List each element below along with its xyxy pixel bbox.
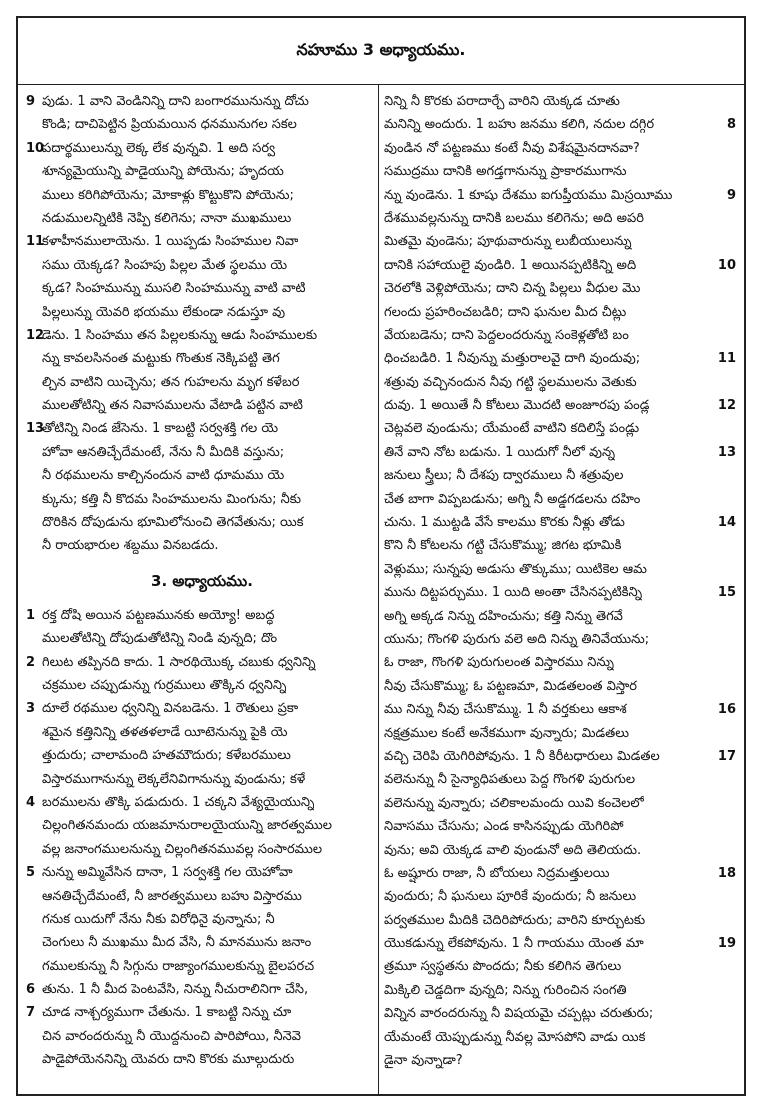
text-line <box>26 441 378 464</box>
text-line <box>384 628 736 651</box>
text-line <box>384 698 736 721</box>
line-text: పిల్లలున్ను యెవరి భయము లేకుండా నడుస్తూ వు <box>42 304 286 320</box>
line-text: కొండి; దాచిపెట్టిన ప్రియమయిన ధనమునుగల సకల <box>42 117 297 133</box>
text-line <box>26 768 378 791</box>
verse-number: 9 <box>26 94 36 109</box>
line-text: తోటిన్ని నిండ జేసెను. 1 కాబట్టి సర్వశక్తి గల యె <box>42 421 279 437</box>
text-line <box>384 815 736 838</box>
text-line <box>26 978 378 1001</box>
verse-number: 15 <box>717 585 736 601</box>
line-text: నివాసము చేసును; ఎండ కాసినప్పుడు యెగిరిపో <box>384 819 624 835</box>
line-text: వచ్చి చెరిపి యెగిరిపోవును. 1 నీ కిరీటధారులు మిడతల <box>384 748 660 764</box>
text-line <box>384 955 736 978</box>
text-line <box>26 604 378 627</box>
text-line <box>384 534 736 557</box>
text-line <box>384 722 736 745</box>
column-divider <box>378 84 379 1094</box>
text-line <box>26 744 378 767</box>
line-text: తినే వాని నోట బడును. 1 యిదుగో నీలో వున్న <box>384 444 615 460</box>
text-line <box>26 324 378 347</box>
text-line <box>384 137 736 160</box>
line-text: వలెనున్ను వున్నారు; చలికాలమందు యివి కంచెలలో <box>384 795 644 811</box>
text-line <box>26 697 378 720</box>
line-text: శూన్యమైయున్ని పాడైయున్ని పోయెను; హృదయ <box>42 164 284 180</box>
line-text: నిన్ని నీ కొరకు పరాదార్చే వారిని యెక్కడ చూతు <box>384 94 620 109</box>
text-line <box>26 908 378 931</box>
line-text: అగ్ని అక్కడ నిన్ను దహించును; కత్తి నిన్ను తెగవే <box>384 608 623 624</box>
text-line <box>384 277 736 300</box>
verse-number: 6 <box>26 982 36 998</box>
line-text: పదార్థములున్ను లెక్క లేక వున్నవి. 1 అది సర్వ <box>42 140 276 156</box>
line-text: చూడ నాశ్చర్యముగా చేతును. 1 కాబట్టి నిన్ను చూ <box>42 1005 292 1021</box>
verse-number: 13 <box>26 421 45 437</box>
text-line <box>384 745 736 768</box>
line-text: దొరికిన దోపుడును భూమిలోనుంచి తెగవేతును; యిక <box>42 515 304 531</box>
line-text: చిన వారందరున్ను నీ యొద్దనుంచి పారిపోయి, నీనెవె <box>42 1028 301 1044</box>
line-text: న్ను వుండెను. 1 కూషు దేశము ఐగుప్తీయము మిస్రయీము <box>384 187 673 203</box>
text-line <box>384 581 736 604</box>
text-line <box>384 324 736 347</box>
line-text: ల్చిన వాటిని యిచ్చెను; తన గుహలను మృగ కళేబర <box>42 374 300 390</box>
line-text: శత్రువు వచ్చినందున నీవు గట్టి స్థలములను వెతుకు <box>384 374 637 390</box>
text-line <box>384 932 736 955</box>
text-line <box>26 1001 378 1024</box>
line-text: ములతోటిన్ని దోపుడుతోటిన్ని నిండి వున్నది; దొం <box>42 631 278 647</box>
verse-number: 17 <box>717 748 736 764</box>
text-line <box>384 347 736 370</box>
verse-number: 4 <box>26 794 36 810</box>
line-text: తును. 1 నీ మీద పెంటవేసి, నిన్ను నీచురాలినిగా చేసి, <box>42 982 309 998</box>
line-text: నీ రాయభారుల శబ్దము వినబడదు. <box>42 538 219 554</box>
verse-number: 3 <box>26 701 36 717</box>
line-text: ములతోటిన్ని తన నివాసములను వేటాడి పట్టిన వాటి <box>42 398 303 414</box>
text-line <box>384 885 736 908</box>
text-line <box>26 931 378 954</box>
text-line <box>26 160 378 183</box>
text-line <box>384 792 736 815</box>
text-line <box>26 814 378 837</box>
line-text: మును దిట్టపర్చుము. 1 యిది అంతా చేసినప్పటికిన్ని <box>384 585 643 601</box>
verse-number: 9 <box>726 187 736 203</box>
line-text: క్కడ? సింహమున్ను ముసలి సింహమున్ను వాటి వాటి <box>42 281 306 297</box>
line-text: విస్తారముగానున్ను లెక్కలేనివిగానున్ను వుండును; కళే <box>42 771 306 787</box>
text-line <box>26 791 378 814</box>
text-line <box>26 721 378 744</box>
text-line <box>26 113 378 136</box>
line-text: నక్షత్రముల కంటే అనేకముగా వున్నారు; మిడతలు <box>384 725 630 741</box>
verse-number: 19 <box>717 936 736 952</box>
verse-number: 14 <box>717 515 736 531</box>
line-text: నీవు చేసుకొమ్ము; ఓ పట్టణమా, మిడతలంత విస్తార <box>384 678 638 694</box>
line-text: దేశమువల్లనున్ను దానికి బలము కలిగెను; అది అపరి <box>384 210 644 226</box>
text-line <box>26 464 378 487</box>
line-text: ఓ అష్షూరు రాజా, నీ బోయలు నిద్రమత్తులయి <box>384 865 610 881</box>
text-line <box>384 160 736 183</box>
text-line <box>384 862 736 885</box>
line-text: యేమంటే యెప్పుడున్ను నీవల్ల మోసపోని వాడు యిక <box>384 1029 646 1045</box>
line-text: త్తుదురు; చాలామంది హతమౌదురు; కళేబరములు <box>42 748 291 764</box>
line-text: ము నిన్ను నీవు చేసుకొమ్ము. 1 నీ వర్తకులు ఆకాశ <box>384 702 627 718</box>
text-line <box>384 488 736 511</box>
right-column <box>384 90 736 1088</box>
text-line <box>26 137 378 160</box>
line-text: చక్రముల చప్పుడున్ను గుర్రములు తొక్కిన ధ్వనిన్ని <box>42 677 287 693</box>
line-text: డైనా వున్నాడా? <box>384 1053 463 1069</box>
line-text: చేత బాగా విప్పబడును; అగ్ని నీ అడ్డగడలను దహిం <box>384 491 641 507</box>
verse-number: 5 <box>26 865 36 881</box>
verse-number: 2 <box>26 654 36 670</box>
left-column <box>26 90 378 1088</box>
text-line <box>26 90 378 113</box>
text-line <box>26 861 378 884</box>
text-line <box>26 674 378 697</box>
line-text: రక్త దోషి అయిన పట్టణమునకు అయ్యో! అబద్ధ <box>42 607 275 623</box>
text-line <box>384 1002 736 1025</box>
text-line <box>26 627 378 650</box>
text-line <box>384 979 736 1002</box>
text-line <box>384 511 736 534</box>
line-text: నడుములన్నిటికి నెప్పి కలిగెను; నానా ముఖములు <box>42 210 292 226</box>
text-line <box>26 534 378 557</box>
line-text: దువు. 1 అయితే నీ కోటలు మొదటి అంజూరపు పండ్ల <box>384 398 650 414</box>
line-text: వలెనున్ను నీ సైన్యాధిపతులు పెద్ద గొంగళి పురుగుల <box>384 772 636 788</box>
text-line <box>384 839 736 862</box>
text-line <box>26 511 378 534</box>
line-text: నీ రథములను కాల్చినందున వాటి ధూమము యె <box>42 468 285 484</box>
text-line <box>26 254 378 277</box>
line-text: బరములను తొక్కి పడుదురు. 1 చక్కని వేశ్యయైయున్ని <box>42 794 315 810</box>
verse-number: 10 <box>717 257 736 273</box>
line-text: మితమై వుండెను; పూథువారున్ను లుబీయులున్ను <box>384 234 632 250</box>
line-text: చిల్లంగితనమందు యజమానురాలయైయున్ని జారత్వముల <box>42 818 332 834</box>
line-text: దూలే రథముల ధ్వనిన్ని వినబడెను. 1 రౌతులు ప్రకా <box>42 701 299 717</box>
verse-number: 11 <box>26 234 45 250</box>
line-text: ధించబడిరి. 1 నీవున్ను మత్తురాలవై దాగి వుందువు; <box>384 351 641 367</box>
text-line <box>26 417 378 440</box>
text-line <box>384 909 736 932</box>
text-line <box>384 1049 736 1072</box>
line-text: విన్నిన వారందరున్ను నీ విషయమై చప్పట్లు చరుతురు; <box>384 1006 654 1022</box>
verse-number: 18 <box>717 865 736 881</box>
line-text: న్ను కావలసినంత మట్టుకు గొంతుక నెక్కిపట్టి తెగ <box>42 351 280 367</box>
line-text: ములు కరిగిపోయెను; మోకాళ్లు కొట్టుకొని పోయెను; <box>42 187 294 203</box>
verse-number: 8 <box>726 117 736 133</box>
left-top-lines <box>26 90 378 558</box>
text-line <box>384 417 736 440</box>
text-line <box>26 371 378 394</box>
text-line <box>26 488 378 511</box>
text-line <box>384 651 736 674</box>
line-text: గనుక యిదుగో నేను నీకు విరోధినై వున్నాను; నీ <box>42 911 275 927</box>
text-line <box>26 277 378 300</box>
line-text: ఆనతిచ్చేదేమంటే, నీ జారత్వములు బహు విస్తారము <box>42 888 302 904</box>
line-text: దానికి సహాయులై వుండిరి. 1 అయినప్పటికిన్ని అది <box>384 257 637 273</box>
text-line <box>26 955 378 978</box>
line-text: చెట్లవలె వుండును; యేమంటే వాటిని కదిలిస్తే పండ్లు <box>384 421 640 437</box>
line-text: వల్ల జనాంగములనున్ను చిల్లంగితనమువల్ల సంసారముల <box>42 841 323 857</box>
line-text: జనులు స్త్రీలు; నీ దేశపు ద్వారములు నీ శత్రువుల <box>384 468 624 484</box>
line-text: కొని నీ కోటలను గట్టి చేసుకొమ్ము; జిగట భూమికి <box>384 538 622 554</box>
line-text: మిక్కిలి చెడ్డదిగా వున్నది; నిన్ను గురించిన సంగతి <box>384 982 627 998</box>
line-text: వును; అవి యెక్కడ వాలి వుండునో అది తెలియదు. <box>384 842 642 858</box>
text-line <box>26 838 378 861</box>
text-line <box>384 254 736 277</box>
text-line <box>26 394 378 417</box>
line-text: వుందురు; నీ ఘనులు పూరికే వుందురు; నీ జనులు <box>384 889 637 905</box>
text-line <box>384 394 736 417</box>
text-line <box>26 347 378 370</box>
line-text: గలందు ప్రహరించబడిరి; దాని ఘనుల మీద చీట్లు <box>384 304 627 320</box>
verse-number: 12 <box>717 398 736 414</box>
line-text: వెళ్లుము; సున్నపు అడుసు తొక్కుము; యిటికెల ఆమ <box>384 561 647 577</box>
line-text: డెను. 1 సింహము తన పిల్లలకున్ను ఆడు సింహములకు <box>42 327 318 343</box>
line-text: శమైన కత్తినిన్ని తళతళలాడే యీటెనున్ను పైకి యె <box>42 724 288 740</box>
text-line <box>384 230 736 253</box>
text-line <box>384 113 736 136</box>
line-text: చెంగులు నీ ముఖము మీద వేసి, నీ మానమును జనాం <box>42 935 312 951</box>
verse-number: 13 <box>717 444 736 460</box>
verse-number: 10 <box>26 140 45 156</box>
text-line <box>26 230 378 253</box>
page-header <box>18 18 744 85</box>
text-line <box>26 207 378 230</box>
text-line <box>384 768 736 791</box>
text-line <box>26 301 378 324</box>
chapter-heading: 3. అధ్యాయము. <box>151 571 253 590</box>
text-line <box>384 464 736 487</box>
text-line <box>26 651 378 674</box>
verse-number: 7 <box>26 1005 36 1021</box>
line-text: కళాహీనములాయెను. 1 యిప్పడు సింహముల నివా <box>42 234 299 250</box>
text-line <box>384 675 736 698</box>
text-line <box>384 184 736 207</box>
text-line <box>26 184 378 207</box>
verse-number: 16 <box>717 702 736 718</box>
line-text: యును; గొంగళి పురుగు వలె అది నిన్ను తినివేయును; <box>384 631 650 647</box>
line-text: పాడైపోయెననిన్ని యెవరు దాని కొరకు మూల్గుదురు <box>42 1052 295 1068</box>
verse-number: 1 <box>26 607 36 623</box>
line-text: చును. 1 ముట్టడి వేసే కాలము కొరకు నీళ్లు తోడు <box>384 515 625 531</box>
line-text: నున్ను అమ్మివేసిన దానా, 1 సర్వశక్తి గల యెహోవా <box>42 865 293 881</box>
line-text: గములకున్ను నీ సిగ్గును రాజ్యాంగములకున్ను బైలపరచ <box>42 958 315 974</box>
text-line <box>26 885 378 908</box>
line-text: పుడు. 1 వాని వెండినిన్ని దాని బంగారమునున్ను దోచు <box>42 94 309 109</box>
line-text: త్రమూ స్వస్థతను పొందదు; నీకు కలిగిన తెగులు <box>384 959 622 975</box>
text-line <box>384 441 736 464</box>
line-text: మనిన్ని అందురు. 1 బహు జనము కలిగి, నదుల దగ్గిర <box>384 117 655 133</box>
text-line <box>26 1048 378 1071</box>
left-bottom-lines <box>26 604 378 1072</box>
line-text: వుండిన నో పట్టణము కంటే నీవు విశేషమైనదానవా? <box>384 140 640 156</box>
text-line <box>384 207 736 230</box>
line-text: ఓ రాజా, గొంగళి పురుగులంత విస్తారము నిన్ను <box>384 655 614 671</box>
text-line <box>26 1025 378 1048</box>
bible-page <box>16 16 746 1096</box>
line-text: పర్వతముల మీదికి చెదిరిపోదురు; వారిని కూర్చుటకు <box>384 912 646 928</box>
text-line <box>384 1026 736 1049</box>
text-line <box>384 301 736 324</box>
right-lines <box>384 90 736 1072</box>
text-line <box>384 90 736 113</box>
text-line <box>384 605 736 628</box>
line-text: క్కును; కత్తి నీ కొదమ సింహములను మింగును; నీకు <box>42 491 302 507</box>
text-line <box>384 371 736 394</box>
line-text: సముద్రము దానికి అగడ్తగానున్ను ప్రాకారముగాను <box>384 164 627 180</box>
line-text: హోవా ఆనతిచ్చేదేమంటే, నేను నీ మీదికి వస్తును; <box>42 444 285 460</box>
verse-number: 12 <box>26 327 45 343</box>
line-text: వేయబడెను; దాని పెద్దలందరున్ను సంకెళ్లతోటి బం <box>384 327 629 343</box>
text-line <box>384 558 736 581</box>
page-title: నహూము 3 అధ్యాయము. <box>296 39 466 59</box>
line-text: చెరలోకి వెళ్లిపోయెను; దాని చిన్న పిల్లలు వీధుల మొ <box>384 281 641 297</box>
line-text: సము యెక్కడ? సింహపు పిల్లల మేత స్థలము యె <box>42 257 288 273</box>
line-text: గిలుట తప్పినది కాదు. 1 సారథియొక్క చబుకు ధ్వనిన్ని <box>42 654 316 670</box>
line-text: యొకడున్ను లేకపోవును. 1 నీ గాయము యెంత మా <box>384 936 644 952</box>
verse-number: 11 <box>717 351 736 367</box>
